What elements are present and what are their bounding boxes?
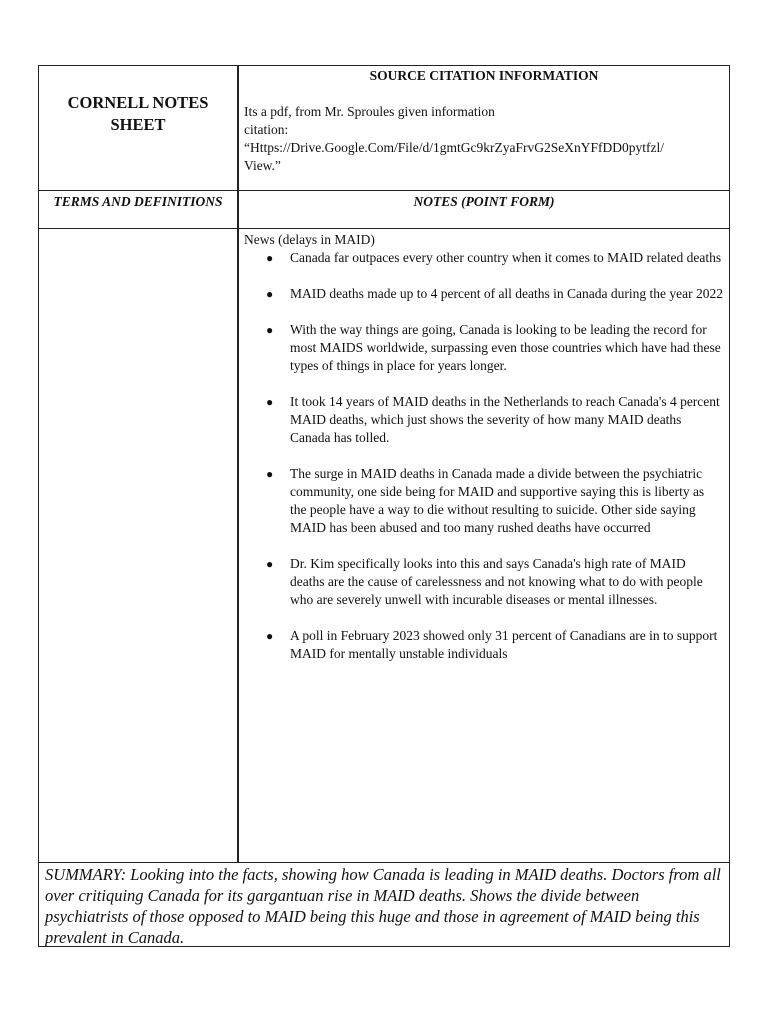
- notes-heading: News (delays in MAID): [244, 232, 375, 247]
- summary-text: SUMMARY: Looking into the facts, showing how Canada is leading in MAID deaths. Doctors from all over critiquing Canada for its gargantuan rise in MAID deaths. Shows the divide between psychiatrists of those opposed to MAID being this huge and those in agreement of MAID being this prevalent in Canada.: [45, 865, 721, 947]
- note-item: [244, 555, 723, 609]
- bullet-icon: ●: [266, 395, 274, 409]
- notes-content: [244, 231, 723, 681]
- notes-list: [244, 249, 723, 663]
- note-text: With the way things are going, Canada is looking to be leading the record for most MAIDS worldwide, surpassing even those countries which have had these types of things in place for years longer.: [290, 322, 721, 373]
- citation-body: [244, 103, 723, 175]
- bullet-icon: ●: [266, 557, 274, 571]
- note-text: It took 14 years of MAID deaths in the Netherlands to reach Canada's 4 percent MAID deaths, which just shows the severity of how many MAID deaths Canada has tolled.: [290, 394, 720, 445]
- header-divider: [39, 190, 729, 191]
- note-item: [244, 321, 723, 375]
- bullet-icon: ●: [266, 287, 274, 301]
- bullet-icon: ●: [266, 323, 274, 337]
- note-item: [244, 465, 723, 537]
- note-text: The surge in MAID deaths in Canada made a divide between the psychiatric community, one side being for MAID and supportive saying this is liberty as the people have a way to die without resulting to suicide. Other side saying MAID has been abused and too many rushed deaths have occurred: [290, 466, 705, 535]
- note-text: MAID deaths made up to 4 percent of all deaths in Canada during the year 2022: [290, 286, 723, 301]
- column-header-divider: [39, 228, 729, 229]
- citation-heading: SOURCE CITATION INFORMATION: [369, 68, 599, 83]
- cornell-notes-sheet: [38, 65, 730, 947]
- sheet-title: CORNELL NOTES SHEET: [67, 93, 209, 134]
- note-text: A poll in February 2023 showed only 31 percent of Canadians are in to support MAID for mentally unstable individuals: [290, 628, 718, 661]
- notes-column-header: NOTES (POINT FORM): [413, 194, 555, 209]
- citation-url-line: “Https://Drive.Google.Com/File/d/1gmtGc9krZyaFrvG2SeXnYFfDD0pytfzl/: [244, 140, 664, 155]
- note-item: [244, 393, 723, 447]
- note-item: [244, 249, 723, 267]
- bullet-icon: ●: [266, 467, 274, 481]
- note-item: [244, 627, 723, 663]
- summary-divider: [39, 862, 729, 863]
- note-text: Canada far outpaces every other country when it comes to MAID related deaths: [290, 250, 722, 265]
- citation-line: View.”: [244, 158, 281, 173]
- bullet-icon: ●: [266, 629, 274, 643]
- citation-line: Its a pdf, from Mr. Sproules given information: [244, 104, 495, 119]
- note-item: [244, 285, 723, 303]
- bullet-icon: ●: [266, 251, 274, 265]
- column-divider: [237, 66, 239, 863]
- terms-column-header: TERMS AND DEFINITIONS: [53, 194, 223, 209]
- citation-line: citation:: [244, 122, 289, 137]
- note-text: Dr. Kim specifically looks into this and says Canada's high rate of MAID deaths are the cause of carelessness and not knowing what to do with people who are severely unwell with incurable diseases or mental illnesses.: [290, 556, 703, 607]
